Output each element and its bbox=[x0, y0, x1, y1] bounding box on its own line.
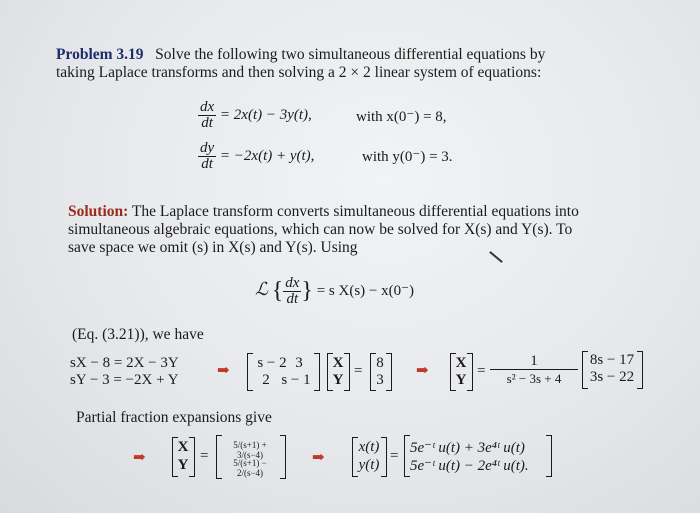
arrow-right-icon: ➡ bbox=[416, 363, 429, 379]
problem-text-2: taking Laplace transforms and then solving a 2 × 2 linear system of equations: bbox=[56, 64, 542, 81]
matrix-m12: 3 bbox=[295, 355, 303, 371]
vector-y: Y bbox=[332, 372, 344, 388]
rhs-3: 3 bbox=[376, 372, 384, 388]
pf-vec-y: Y bbox=[177, 457, 189, 473]
matrix-m22: s − 1 bbox=[281, 372, 311, 388]
pf-bottom: 5/(s+1) − 2/(s−4) bbox=[233, 458, 267, 478]
final-y: 5e⁻ᵗ u(t) − 2e⁴ᵗ u(t). bbox=[410, 458, 529, 474]
partial-fraction-label: Partial fraction expansions give bbox=[76, 409, 272, 426]
equals-sign-4: = bbox=[390, 448, 399, 464]
result-right-bracket bbox=[637, 351, 643, 389]
laplace-rhs: = s X(s) − x(0⁻) bbox=[316, 282, 415, 299]
pen-mark bbox=[489, 251, 503, 263]
pf-right-bracket bbox=[280, 435, 286, 479]
ode-1-derivative: $\frac{dx}{dt}$ bbox=[200, 99, 215, 131]
laplace-derivative: $\frac{dx}{dt}$ bbox=[285, 275, 300, 307]
solution-text-1: The Laplace transform converts simultaneous differential equations into bbox=[131, 203, 579, 220]
arrow-right-icon: ➡ bbox=[133, 450, 146, 466]
ode-1 bbox=[198, 100, 312, 131]
matrix-right-bracket bbox=[314, 353, 320, 391]
matrix-m11: s − 2 bbox=[257, 355, 287, 371]
equation-reference: (Eq. (3.21)), we have bbox=[72, 326, 204, 343]
solution-label: Solution: bbox=[68, 203, 129, 220]
pf-top: 5/(s+1) + 3/(s−4) bbox=[233, 440, 267, 460]
problem-text-1: Solve the following two simultaneous differential equations by bbox=[155, 46, 546, 63]
pf-vec-right-bracket bbox=[189, 437, 195, 477]
pf-vec-x: X bbox=[177, 439, 189, 455]
system-eq-1: sX − 8 = 2X − 3Y bbox=[70, 355, 179, 371]
arrow-right-icon: ➡ bbox=[217, 363, 230, 379]
ode-1-rhs: = 2x(t) − 3y(t), bbox=[219, 106, 312, 123]
rhs-right-bracket bbox=[386, 353, 392, 391]
problem-line-1 bbox=[56, 46, 545, 64]
ode-2-derivative: $\frac{dy}{dt}$ bbox=[200, 140, 215, 172]
equals-sign: = bbox=[354, 363, 363, 379]
solution-line-1 bbox=[68, 203, 579, 221]
sol-vector-x: X bbox=[455, 355, 467, 371]
fraction-numerator: 1 bbox=[490, 353, 578, 370]
solution-text-2: simultaneous algebraic equations, which can now be solved for X(s) and Y(s). To bbox=[68, 221, 573, 238]
result-r1: 8s − 17 bbox=[589, 352, 635, 368]
equals-sign-2: = bbox=[477, 363, 486, 379]
fraction-denominator: s² − 3s + 4 bbox=[506, 371, 562, 386]
sol-vector-y: Y bbox=[455, 372, 467, 388]
ode-2 bbox=[198, 141, 314, 172]
ode-2-rhs: = −2x(t) + y(t), bbox=[219, 147, 315, 164]
time-vec-right-bracket bbox=[381, 437, 387, 477]
time-y: y(t) bbox=[358, 457, 380, 473]
inverse-fraction bbox=[490, 353, 578, 387]
final-x: 5e⁻ᵗ u(t) + 3e⁴ᵗ u(t) bbox=[410, 440, 525, 456]
ode-1-initial: with x(0⁻) = 8, bbox=[356, 109, 447, 125]
time-x: x(t) bbox=[358, 439, 380, 455]
vector-right-bracket bbox=[344, 353, 350, 391]
result-r2: 3s − 22 bbox=[589, 369, 635, 385]
sol-vector-right-bracket bbox=[467, 353, 473, 391]
rhs-8: 8 bbox=[376, 355, 384, 371]
matrix-m21: 2 bbox=[262, 372, 270, 388]
system-eq-2: sY − 3 = −2X + Y bbox=[70, 372, 179, 388]
laplace-rule: ℒ { $\frac{dx}{dt}$ } = s X(s) − x(0⁻) bbox=[255, 275, 415, 307]
problem-label: Problem 3.19 bbox=[56, 46, 144, 63]
vector-x: X bbox=[332, 355, 344, 371]
laplace-symbol: ℒ bbox=[255, 278, 268, 299]
final-right-bracket bbox=[546, 435, 552, 477]
ode-2-initial: with y(0⁻) = 3. bbox=[362, 149, 453, 165]
arrow-right-icon: ➡ bbox=[312, 450, 325, 466]
equals-sign-3: = bbox=[200, 448, 209, 464]
solution-text-3: save space we omit (s) in X(s) and Y(s). Using bbox=[68, 239, 358, 256]
